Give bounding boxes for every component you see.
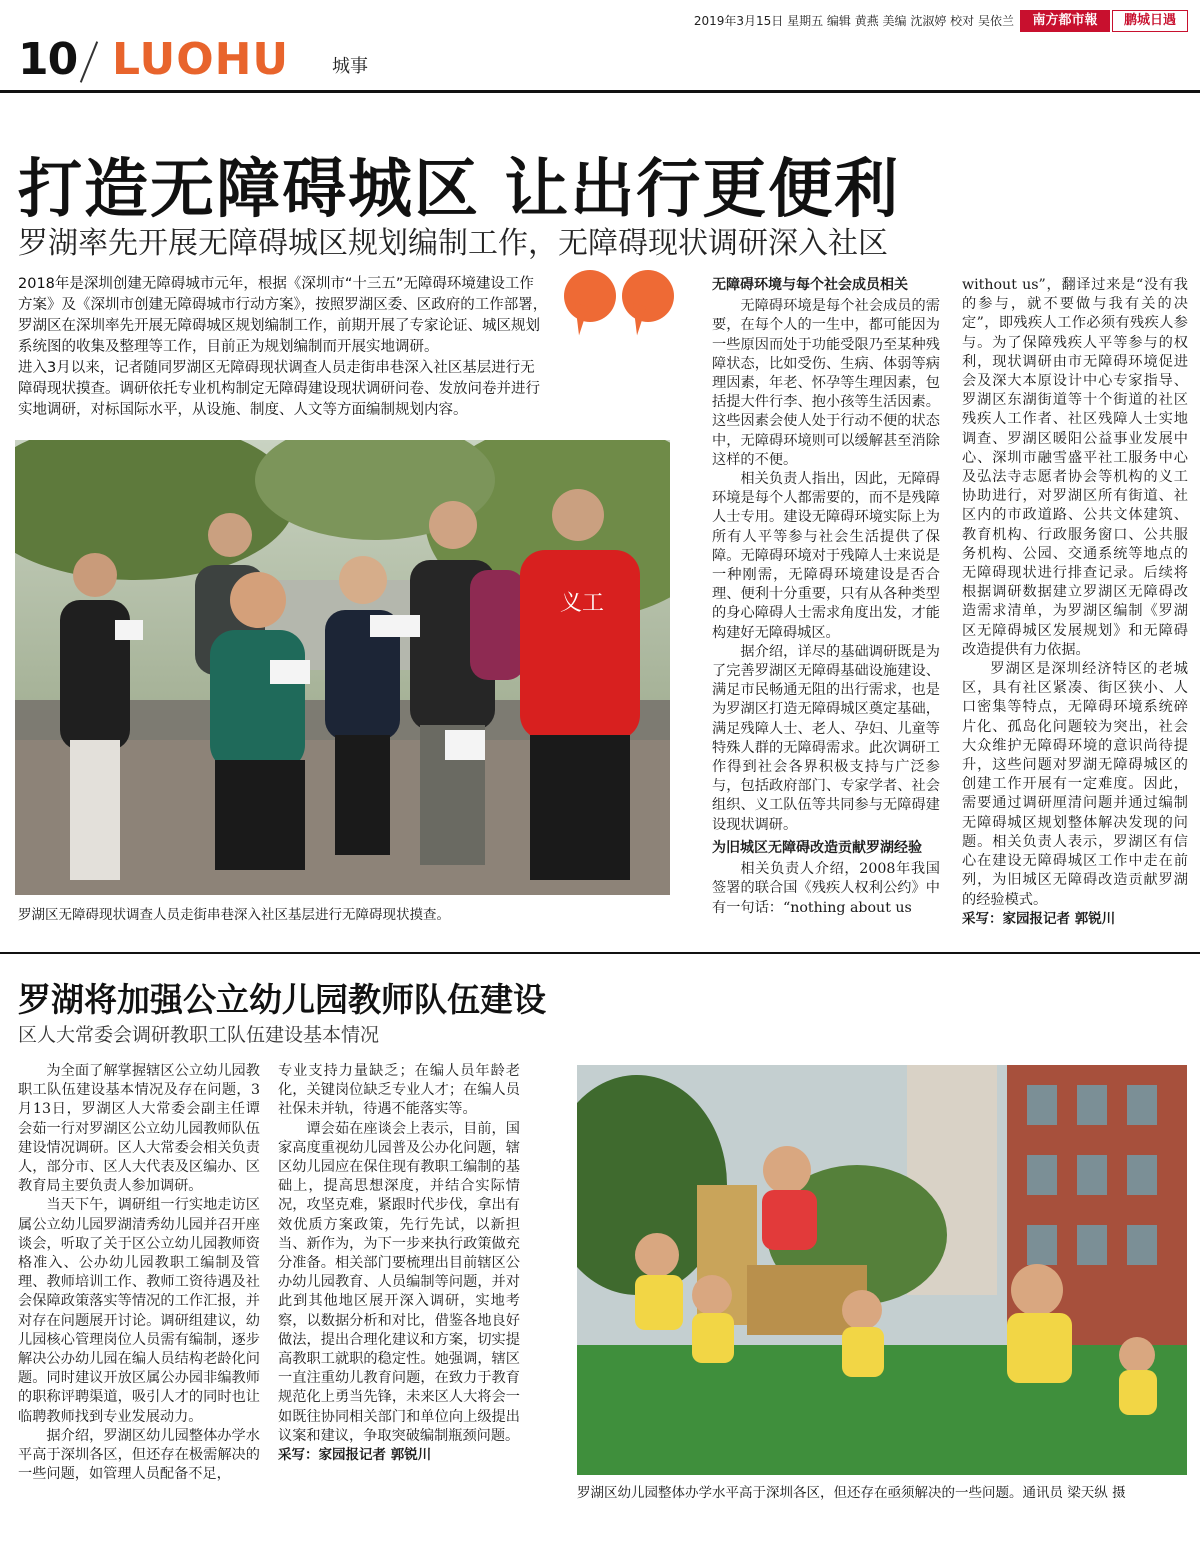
header-rule — [0, 90, 1200, 93]
quote-mark-icon — [564, 270, 616, 322]
article2-byline: 采写：家园报记者 郭锐川 — [278, 1447, 432, 1464]
article2-subheadline: 区人大常委会调研教职工队伍建设基本情况 — [18, 1024, 380, 1046]
body-paragraph: 无障碍环境是每个社会成员的需要，在每个人的一生中，都可能因为一些原因而处于功能受限乃至某种残障状态，比如受伤、生病、体弱等病理因素，年老、怀孕等生理因素，包括提大件行李、抱小孩等生活因素。这些因素会使人处于行动不便的状态中，无障碍环境则可以缓解甚至消除这样的不便。 — [712, 298, 940, 468]
section-subtitle: 城事 — [332, 56, 368, 77]
body-paragraph: 谭会茹在座谈会上表示，目前，国家高度重视幼儿园普及公办化问题，辖区幼儿园应在保住现有教职工编制的基础上，提高思想深度，并结合实际情况，攻坚克难，紧跟时代步伐，拿出有效优质方案政策，先行先试，以新担当、新作为，为下一步来执行政策做充分准备。相关部门要梳理出目前辖区公办幼儿园教育、人员编制等问题，并对此到其他地区展开深入调研，实地考察，以数据分析和对比，借鉴各地良好做法，提出合理化建议和方案，切实提高教职工就职的稳定性。她强调，辖区一直注重幼儿教育问题，在致力于教育规范化上勇当先锋，未来区人大将会一如既往协同相关部门和单位向上级提出议案和建议，争取突破编制瓶颈问题。 — [278, 1120, 520, 1444]
body-paragraph: 专业支持力量缺乏；在编人员年龄老化，关键岗位缺乏专业人才；在编人员社保未并轨，待遇不能落实等。 — [278, 1063, 520, 1118]
kindergarten-photo — [577, 1065, 1187, 1475]
street-survey-photo — [15, 440, 670, 895]
article1-photo-caption: 罗湖区无障碍现状调查人员走街串巷深入社区基层进行无障碍现状摸查。 — [18, 907, 450, 923]
divider-slash — [80, 41, 98, 83]
newspaper-logo: 南方都市報 — [1020, 10, 1110, 32]
article2-headline: 罗湖将加强公立幼儿园教师队伍建设 — [18, 980, 546, 1019]
body-paragraph: 为全面了解掌握辖区公立幼儿园教职工队伍建设基本情况及存在问题，3月13日，罗湖区人大常委会副主任谭会茹一行对罗湖区公立幼儿园教师队伍建设情况调研。区人大常委会相关负责人，部分市、区人大代表及区编办、区教育局主要负责人参加调研。 — [18, 1063, 260, 1195]
article2-column-b — [278, 1062, 520, 1465]
article1-photo — [15, 440, 670, 895]
body-paragraph: 当天下午，调研组一行实地走访区属公立幼儿园罗湖清秀幼儿园并召开座谈会，听取了关于区公立幼儿园教师资格准入、公办幼儿园教职工编制及管理、教师培训工作、教师工资待遇及社会保障政策落实等情况的工作汇报，并对存在问题展开讨论。调研组建议，幼儿园核心管理岗位人员需有编制，逐步解决公办幼儿园在编人员结构老龄化问题。同时建议开放区属公办园非编教师的职称评聘渠道，吸引人才的同时也让临聘教师找到专业发展动力。 — [18, 1197, 260, 1425]
body-paragraph: 据介绍，罗湖区幼儿园整体办学水平高于深圳各区，但还存在极需解决的一些问题，如管理人员配备不足， — [18, 1427, 260, 1483]
article2-column-a — [18, 1062, 260, 1484]
article1-headline: 打造无障碍城区 让出行更便利 — [18, 153, 901, 227]
article1-subheadline: 罗湖率先开展无障碍城区规划编制工作，无障碍现状调研深入社区 — [18, 226, 888, 261]
article2-photo-caption: 罗湖区幼儿园整体办学水平高于深圳各区，但还存在亟须解决的一些问题。通讯员 梁天纵 摄 — [577, 1485, 1126, 1501]
top-info-bar — [0, 10, 1200, 32]
article2-photo — [577, 1065, 1187, 1475]
body-paragraph: 据介绍，详尽的基础调研既是为了完善罗湖区无障碍基础设施建设、满足市民畅通无阻的出行需求，也是为罗湖区打造无障碍城区奠定基础，满足残障人士、老人、孕妇、儿童等特殊人群的无障碍需求。此次调研工作得到社会各界积极支持与广泛参与，包括政府部门、专家学者、社会组织、义工队伍等共同参与无障碍建设现状调研。 — [712, 643, 940, 833]
section-title: LUOHU — [112, 34, 290, 85]
article1-column-a — [712, 276, 940, 918]
article-divider — [0, 952, 1200, 954]
article1-lead — [18, 274, 548, 421]
lead-paragraph: 2018年是深圳创建无障碍城市元年，根据《深圳市“十三五”无障碍环境建设工作方案》及《深圳市创建无障碍城市行动方案》，按照罗湖区委、区政府的工作部署，罗湖区在深圳率先开展无障碍城区规划编制工作，前期开展了专家论证、城区规划系统图的收集及整理等工作，目前正为规划编制而开展实地调研。 — [18, 276, 548, 355]
article1-subhead: 无障碍环境与每个社会成员相关 — [712, 277, 908, 293]
quote-mark-icon — [622, 270, 674, 322]
vest-text: 义工 — [560, 591, 605, 616]
article1-byline: 采写：家园报记者 郭锐川 — [962, 910, 1116, 927]
date-editor-info: 2019年3月15日 星期五 编辑 黄燕 美编 沈淑婷 校对 吴依兰 — [693, 14, 1014, 28]
page-number: 10 — [18, 34, 78, 85]
body-paragraph: 相关负责人介绍，2008年我国签署的联合国《残疾人权利公约》中有一句话：“nothing about us — [712, 861, 940, 916]
body-paragraph: without us”，翻译过来是“没有我的参与，就不要做与我有关的决定”，即残疾人工作必须有残疾人参与。为了保障残疾人平等参与的权利，现状调研由市无障碍环境促进会及深大本原设计中心专家指导、罗湖区东湖街道等十个街道的社区残疾人工作者、社区残障人士实地调查、罗湖区暖阳公益事业发展中心、深圳市融雪盛平社工服务中心及弘法寺志愿者协会等机构的义工协助进行，对罗湖区所有街道、社区内的市政道路、公共文体建筑、教育机构、行政服务窗口、公共服务机构、公园、交通系统等地点的无障碍现状进行排查记录。后续将根据调研数据建立罗湖区无障碍改造需求清单，为罗湖区编制《罗湖区无障碍城区发展规划》和无障碍改造提供有力依据。 — [962, 277, 1188, 658]
body-paragraph: 相关负责人指出，因此，无障碍环境是每个人都需要的，而不是残障人士专用。建设无障碍环境实际上为所有人平等参与社会生活提供了保障。无障碍环境对于残障人士来说是一种刚需，无障碍环境建设是否合理、便利十分重要，只有从各种类型的身心障碍人士需求角度出发，才能构建好无障碍城区。 — [712, 471, 940, 641]
body-paragraph: 罗湖区是深圳经济特区的老城区，具有社区紧凑、街区狭小、人口密集等特点，无障碍环境系统碎片化、孤岛化问题较为突出，社会大众维护无障碍环境的意识尚待提升，这些问题对罗湖无障碍城区的创建工作开展有一定难度。因此，需要通过调研厘清问题并通过编制无障碍城区规划整体解决发现的问题。相关负责人表示，罗湖区有信心在建设无障碍城区工作中走在前列，为旧城区无障碍改造贡献罗湖的经验模式。 — [962, 661, 1188, 908]
lead-paragraph: 进入3月以来，记者随同罗湖区无障碍现状调查人员走街串巷深入社区基层进行无障碍现状摸查。调研依托专业机构制定无障碍建设现状调研问卷、发放问卷并进行实地调研，对标国际水平，从设施、制度、人文等方面编制规划内容。 — [18, 360, 540, 418]
article1-column-b — [962, 276, 1188, 929]
supplement-logo: 鹏城日遇 — [1112, 10, 1188, 32]
article1-subhead: 为旧城区无障碍改造贡献罗湖经验 — [712, 839, 922, 856]
